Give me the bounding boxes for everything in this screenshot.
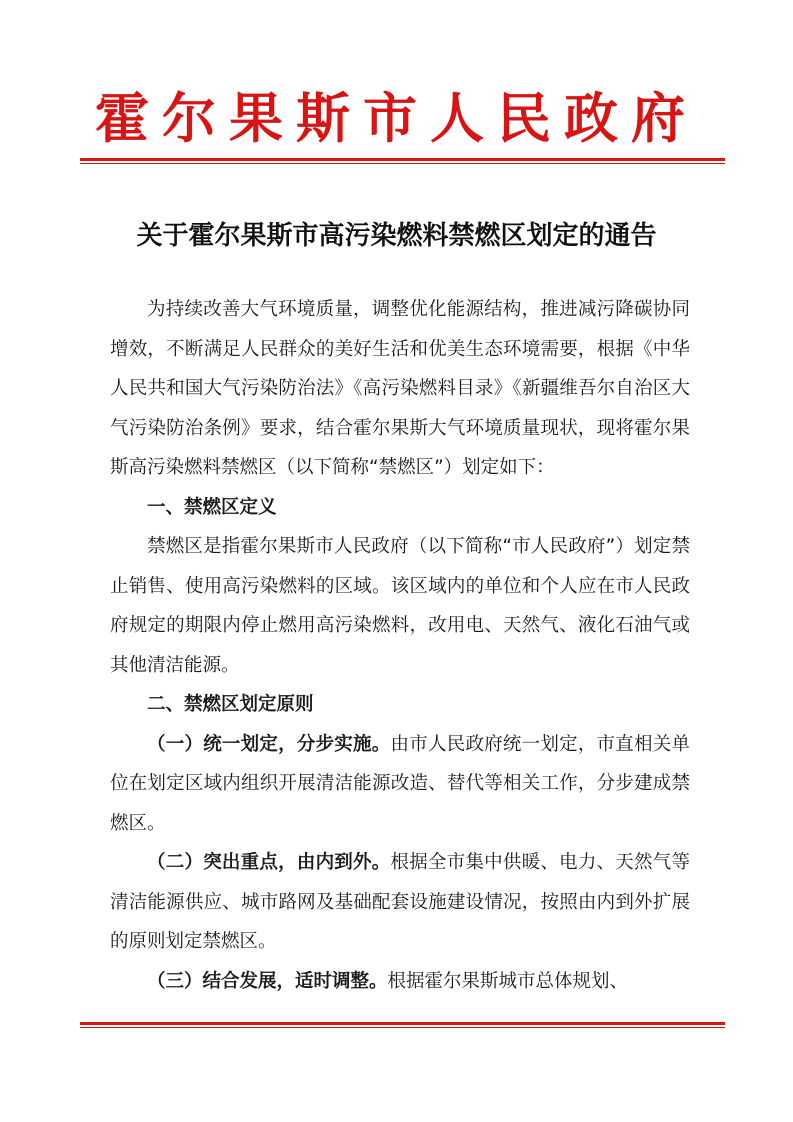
principle-item-2-text: 根据全市集中供暖、电力、天然气等清洁能源供应、城市路网及基础配套设施建设情况，按照由内到外扩展的原则划定禁燃区。 [110,852,690,952]
header-divider-thick [80,158,725,161]
definition-paragraph: 禁燃区是指霍尔果斯市人民政府（以下简称“市人民政府”）划定禁止销售、使用高污染燃料的区域。该区域内的单位和个人应在市人民政府规定的期限内停止燃用高污染燃料，改用电、天然气、液化石油气或其他清洁能源。 [110,536,690,676]
intro-paragraph: 为持续改善大气环境质量，调整优化能源结构，推进减污降碳协同增效，不断满足人民群众的美好生活和优美生态环境需要，根据《中华人民共和国大气污染防治法》《高污染燃料目录》《新疆维吾尔自治区大气污染防治条例》要求，结合霍尔果斯大气环境质量现状，现将霍尔果斯高污染燃料禁燃区（以下简称“禁燃区”）划定如下： [110,299,690,478]
document-body [110,290,690,1001]
section-heading-principles: 二、禁燃区划定原则 [147,694,314,715]
document-title: 关于霍尔果斯市高污染燃料禁燃区划定的通告 [136,221,657,251]
footer-divider-thick [80,1022,725,1025]
principle-item-2-lead: （二）突出重点，由内到外。 [147,852,391,873]
footer-divider-thin [80,1027,725,1028]
principle-item-1-lead: （一）统一划定，分步实施。 [147,733,391,755]
principle-item-2 [110,843,690,962]
principle-item-1-text: 由市人民政府统一划定，市直相关单位在划定区域内组织开展清洁能源改造、替代等相关工作，分步建成禁燃区。 [110,733,690,834]
principle-item-1 [110,725,690,844]
issuing-authority-header: 霍尔果斯市人民政府 [95,86,698,150]
section-heading-definition: 一、禁燃区定义 [147,496,277,518]
principle-item-3-text: 根据霍尔果斯城市总体规划、 [387,970,629,992]
header-divider-thin [80,163,725,164]
principle-item-3-lead: （三）结合发展，适时调整。 [147,970,388,992]
principle-item-3 [110,962,690,1002]
